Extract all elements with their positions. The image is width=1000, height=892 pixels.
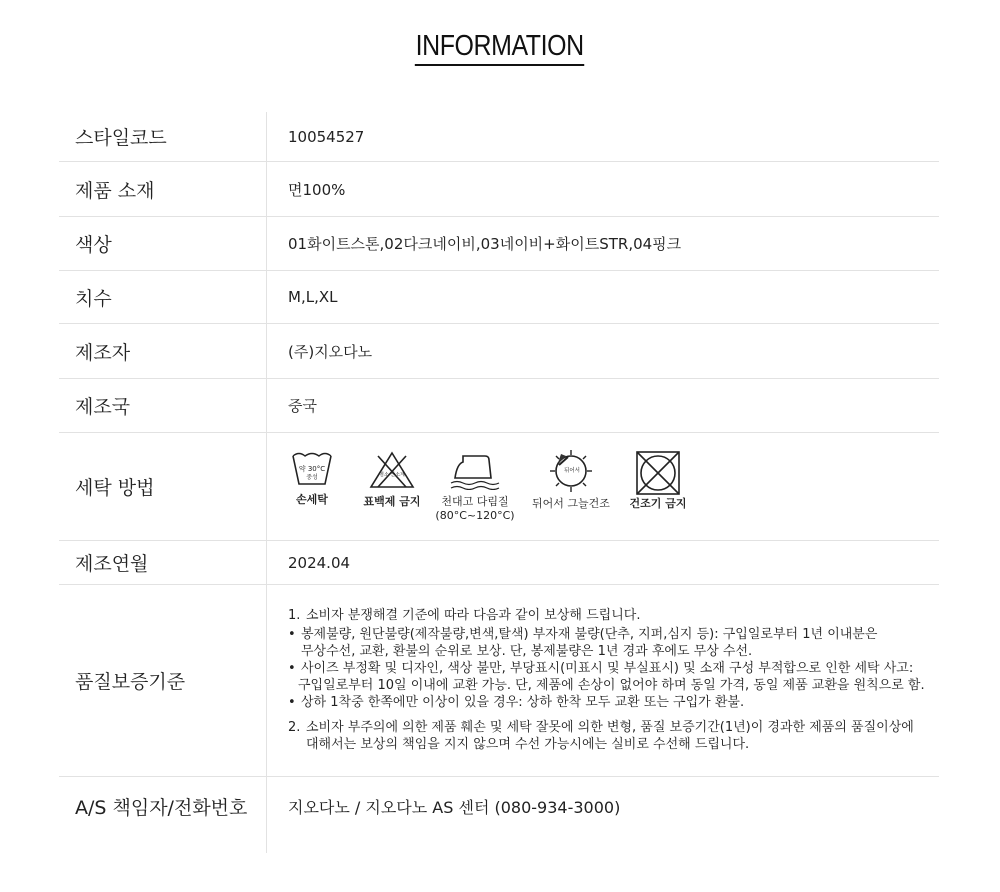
value-color: 01화이트스톤,02다크네이비,03네이비+화이트STR,04핑크 — [288, 235, 682, 253]
label-color: 색상 — [59, 217, 267, 270]
row-maker — [59, 324, 939, 379]
value-material: 면100% — [288, 180, 346, 199]
svg-text:뒤어서: 뒤어서 — [564, 468, 580, 474]
page-title: INFORMATION — [0, 30, 1000, 66]
hand-wash-icon — [291, 450, 333, 488]
wash-item-iron: 천대고 다림질 (80°C~120°C) — [436, 450, 514, 523]
row-warranty — [59, 585, 939, 777]
svg-text:염소·산소계: 염소·산소계 — [379, 472, 405, 478]
value-as: 지오다노 / 지오다노 AS 센터 (080-934-3000) — [288, 798, 621, 817]
no-tumble-dry-icon — [635, 450, 681, 496]
warranty-bullet: • 상하 1착중 한쪽에만 이상이 있을 경우: 상하 한착 모두 교환 또는 구입가 환불. — [288, 695, 745, 710]
wash-item-hand-wash: 약 30°C 중성 손세탁 — [288, 450, 336, 507]
label-wash: 세탁 방법 — [59, 433, 267, 540]
value-date: 2024.04 — [288, 553, 351, 572]
row-wash — [59, 433, 939, 541]
row-date — [59, 541, 939, 585]
value-style-code: 10054527 — [288, 127, 365, 146]
wash-item-no-bleach: 염소·산소계 표백제 금지 — [362, 450, 422, 509]
value-maker: (주)지오다노 — [288, 342, 373, 361]
label-warranty: 품질보증기준 — [59, 585, 267, 776]
row-size — [59, 271, 939, 324]
value-size: M,L,XL — [288, 288, 338, 306]
row-color — [59, 217, 939, 271]
warranty-text — [288, 585, 925, 753]
row-style-code — [59, 112, 939, 162]
label-maker: 제조자 — [59, 324, 267, 378]
flip-shade-dry-icon — [546, 450, 596, 492]
row-country — [59, 379, 939, 433]
value-warranty — [267, 585, 939, 776]
warranty-bullet: • 봉제불량, 원단불량(제작불량,변색,탈색) 부자재 불량(단추, 지퍼,심지 등): 구입일로부터 1년 이내분은 무상수선, 교환, 환불의 순위로 보상. 단, 봉제불량은 1년 경과 후에도 무상 수선. — [288, 627, 878, 659]
warranty-bullet: • 사이즈 부정확 및 디자인, 색상 불만, 부당표시(미표시 및 부실표시) 및 소재 구성 부적합으로 인한 세탁 사고: 구입일로부터 10일 이내에 교환 가능. 단, 제품에 손상이 없어야 하며 동일 가격, 동일 제품 교환을 원칙으로 함. — [288, 661, 925, 693]
row-material — [59, 162, 939, 217]
value-country: 중국 — [288, 397, 317, 415]
svg-text:약 30°C: 약 30°C — [298, 465, 326, 473]
warranty-item-1: 1. 소비자 분쟁해결 기준에 따라 다음과 같이 보상해 드립니다. — [288, 608, 641, 623]
value-wash — [267, 433, 939, 540]
label-as: A/S 책임자/전화번호 — [59, 777, 267, 853]
info-table — [59, 112, 939, 853]
label-size: 치수 — [59, 271, 267, 323]
wash-item-no-tumble-dry: 건조기 금지 — [628, 450, 688, 511]
label-material: 제품 소재 — [59, 162, 267, 216]
no-bleach-icon — [368, 450, 416, 490]
iron-icon — [449, 450, 501, 490]
svg-text:중성: 중성 — [306, 474, 318, 481]
warranty-item-2: 2. 소비자 부주의에 의한 제품 훼손 및 세탁 잘못에 의한 변형, 품질 보증기간(1년)이 경과한 제품의 품질이상에 대해서는 보상의 책임을 지지 않으며 수선 가능시에는 실비로 수선해 드립니다. — [288, 720, 914, 752]
wash-item-flip-shade-dry: 뒤어서 뒤어서 그늘건조 — [528, 450, 614, 511]
row-as — [59, 777, 939, 853]
label-date: 제조연월 — [59, 541, 267, 584]
label-country: 제조국 — [59, 379, 267, 432]
label-style-code: 스타일코드 — [59, 112, 267, 161]
wash-icons — [288, 433, 688, 540]
